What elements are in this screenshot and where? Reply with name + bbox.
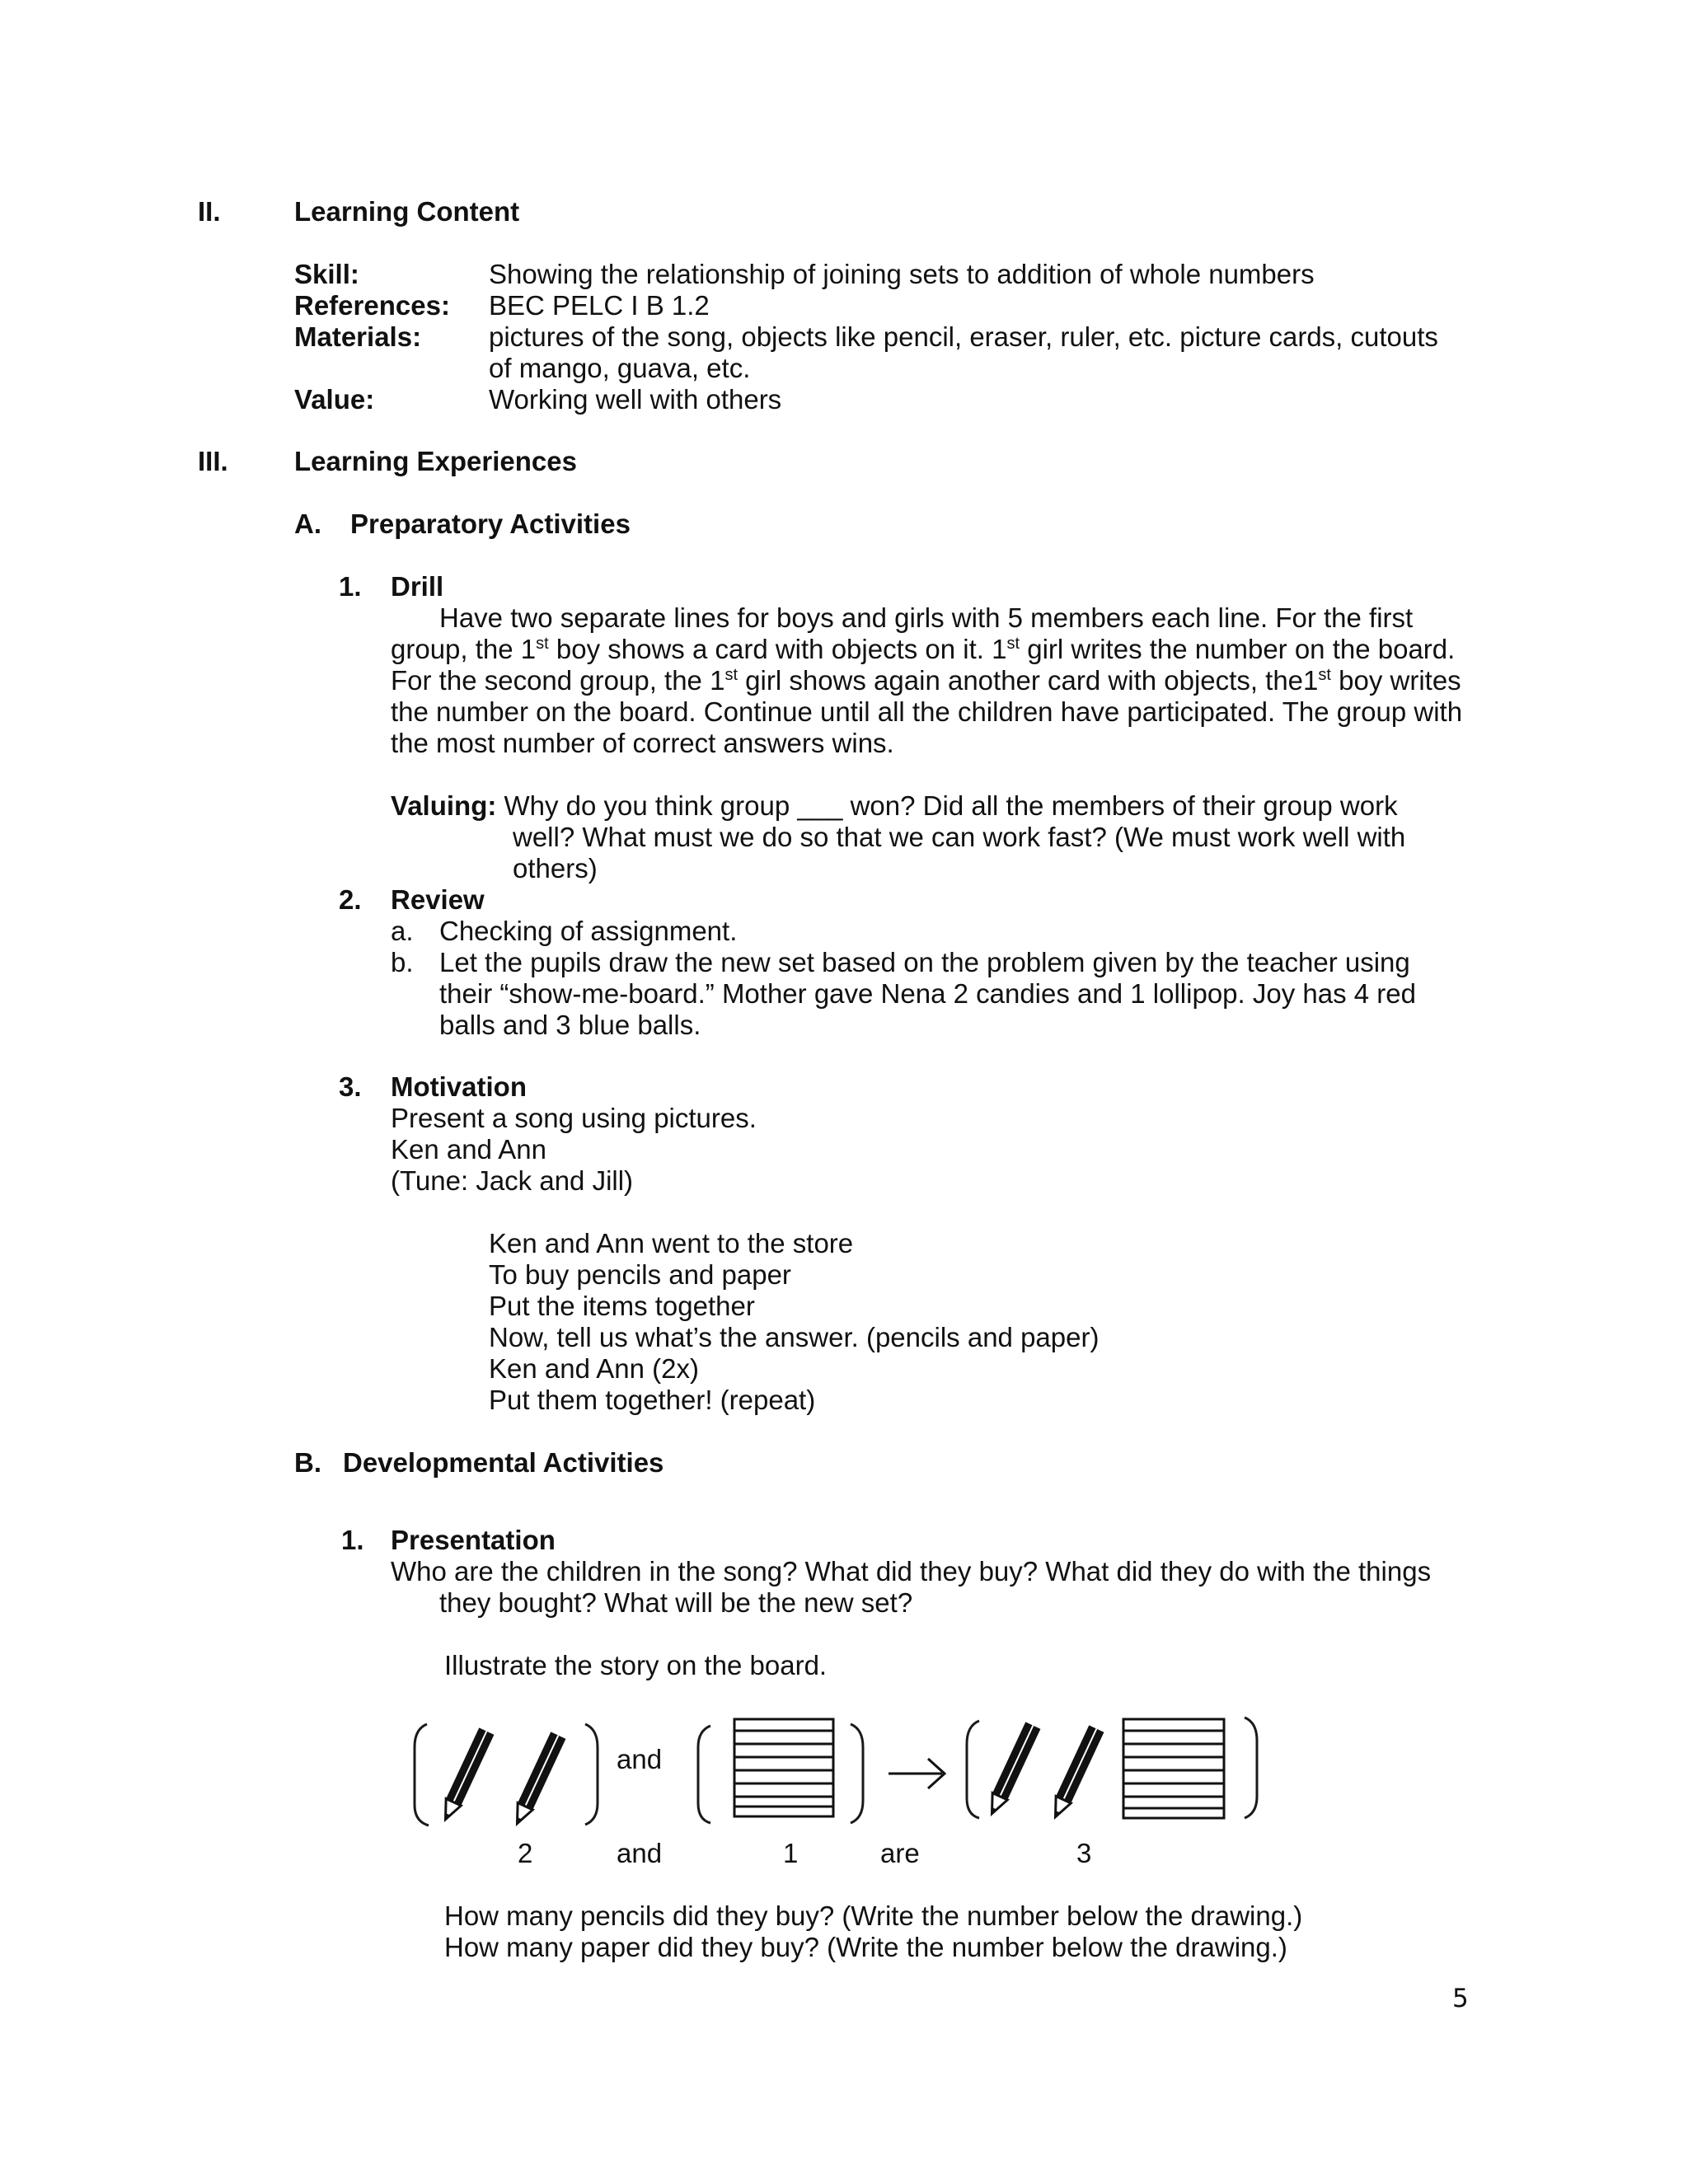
review-a-letter: a. (391, 916, 414, 946)
drill-line-1: Have two separate lines for boys and girls with 5 members each line. For the first (439, 602, 1414, 633)
drill-line-3: For the second group, the 1st girl shows again another card with objects, the1st boy writes (391, 665, 1461, 696)
drill-title: Drill (391, 571, 444, 602)
pencil-icon (438, 1727, 494, 1822)
left-bracket (415, 1724, 429, 1825)
section-3-numeral: III. (198, 446, 228, 476)
review-b-letter: b. (391, 947, 414, 977)
review-b-line-3: balls and 3 blue balls. (439, 1010, 701, 1040)
left-bracket (698, 1726, 710, 1823)
value-value: Working well with others (489, 384, 782, 415)
valuing-line-1: Valuing: Why do you think group ___ won? Did all the members of their group work (391, 790, 1398, 821)
drill-line-2: group, the 1st boy shows a card with objects on it. 1st girl writes the number on the board. (391, 634, 1456, 664)
materials-value-cont: of mango, guava, etc. (489, 353, 751, 383)
figure-count-total: 3 (1076, 1838, 1092, 1868)
valuing-line-2: well? What must we do so that we can work fast? (We must work well with (513, 822, 1406, 852)
part-a-letter: A. (294, 509, 321, 539)
presentation-line-1: Who are the children in the song? What did they buy? What did they do with the things (391, 1556, 1432, 1586)
figure-are: are (880, 1838, 920, 1868)
arrow-right-icon (889, 1759, 945, 1788)
motivation-number: 3. (339, 1071, 362, 1102)
song-line: To buy pencils and paper (489, 1259, 791, 1290)
paper-icon (1123, 1719, 1224, 1818)
review-a-text: Checking of assignment. (439, 916, 738, 946)
presentation-line-2: they bought? What will be the new set? (439, 1587, 913, 1618)
page-number: 5 (1452, 1984, 1469, 2013)
motivation-line-1: Present a song using pictures. (391, 1103, 757, 1133)
question-paper: How many paper did they buy? (Write the number below the drawing.) (444, 1932, 1287, 1962)
sets-illustration (0, 1706, 1688, 1838)
part-a-title: Preparatory Activities (350, 509, 631, 539)
song-line: Put the items together (489, 1291, 755, 1321)
skill-value: Showing the relationship of joining sets to addition of whole numbers (489, 259, 1315, 289)
valuing-line-3: others) (513, 853, 598, 883)
part-b-letter: B. (294, 1447, 321, 1478)
figure-and-top: and (617, 1744, 663, 1774)
right-bracket (851, 1724, 863, 1823)
references-value: BEC PELC I B 1.2 (489, 290, 710, 321)
presentation-number: 1. (341, 1525, 364, 1555)
illustrate-text: Illustrate the story on the board. (444, 1650, 828, 1680)
value-label: Value: (294, 384, 375, 415)
pencil-icon (984, 1722, 1040, 1816)
part-b-title: Developmental Activities (343, 1447, 664, 1478)
drill-line-4: the number on the board. Continue until all the children have participated. The group with (391, 696, 1463, 727)
pencil-icon (1048, 1725, 1104, 1820)
song-line: Put them together! (repeat) (489, 1385, 816, 1415)
figure-count-pencils: 2 (518, 1838, 533, 1868)
skill-label: Skill: (294, 259, 359, 289)
right-bracket (585, 1724, 598, 1825)
references-label: References: (294, 290, 450, 321)
song-line: Now, tell us what’s the answer. (pencils and paper) (489, 1322, 1100, 1352)
section-2-numeral: II. (198, 196, 221, 227)
review-b-line-2: their “show-me-board.” Mother gave Nena 2 candies and 1 lollipop. Joy has 4 red (439, 978, 1416, 1009)
section-3-title: Learning Experiences (294, 446, 577, 476)
figure-and-bottom: and (617, 1838, 663, 1868)
motivation-line-2: Ken and Ann (391, 1134, 547, 1165)
section-2-title: Learning Content (294, 196, 520, 227)
right-bracket (1245, 1718, 1257, 1818)
pencil-icon (509, 1732, 565, 1826)
review-number: 2. (339, 884, 362, 915)
motivation-title: Motivation (391, 1071, 527, 1102)
left-bracket (967, 1721, 979, 1818)
drill-line-5: the most number of correct answers wins. (391, 728, 894, 758)
review-title: Review (391, 884, 485, 915)
question-pencils: How many pencils did they buy? (Write the number below the drawing.) (444, 1900, 1303, 1931)
review-b-line-1: Let the pupils draw the new set based on the problem given by the teacher using (439, 947, 1410, 977)
song-line: Ken and Ann went to the store (489, 1228, 854, 1258)
materials-label: Materials: (294, 321, 422, 352)
paper-icon (734, 1719, 833, 1816)
song-line: Ken and Ann (2x) (489, 1353, 700, 1384)
presentation-title: Presentation (391, 1525, 556, 1555)
drill-number: 1. (339, 571, 362, 602)
materials-value: pictures of the song, objects like pencil, eraser, ruler, etc. picture cards, cutouts (489, 321, 1438, 352)
figure-count-paper: 1 (783, 1838, 799, 1868)
motivation-line-3: (Tune: Jack and Jill) (391, 1165, 634, 1196)
